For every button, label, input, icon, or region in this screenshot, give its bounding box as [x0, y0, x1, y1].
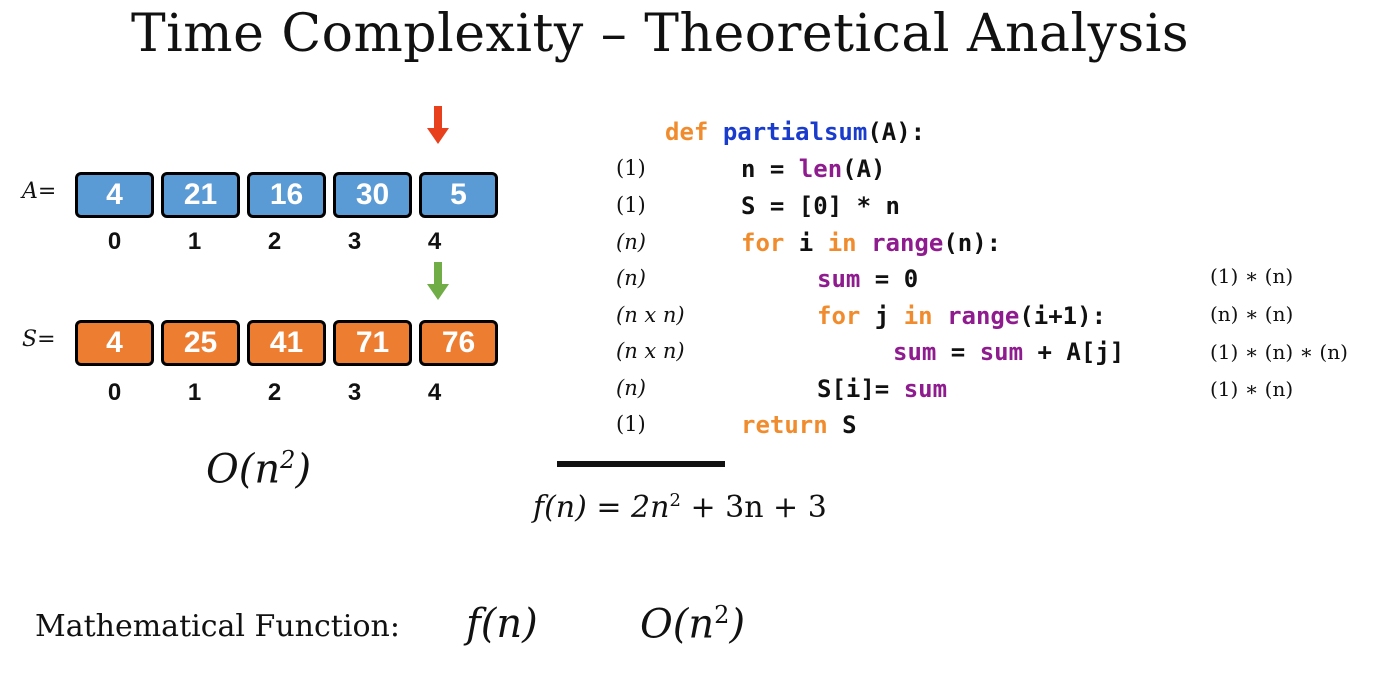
- array-a-cell: 16: [247, 172, 326, 218]
- cost-label: (1): [616, 412, 646, 436]
- green-down-arrow-icon: [427, 262, 449, 302]
- slide-title: Time Complexity – Theoretical Analysis: [130, 4, 1190, 64]
- array-s-cell: 71: [333, 320, 412, 366]
- array-s-cell: 4: [75, 320, 154, 366]
- complexity-formula: $f(n) = 2n^2 + 3n + 3$: [533, 490, 827, 525]
- array-s-indices: [75, 379, 475, 407]
- array-s-index: 0: [107, 379, 122, 406]
- array-a-index: 0: [107, 228, 122, 255]
- array-a-cell: 21: [161, 172, 240, 218]
- array-a-indices: [75, 228, 475, 256]
- array-a-index: 2: [267, 228, 282, 255]
- right-cost-label: (1) ∗ (n) ∗ (n): [1210, 340, 1348, 364]
- array-s-cell: 76: [419, 320, 498, 366]
- array-s-cell: 41: [247, 320, 326, 366]
- right-cost-label: (1) ∗ (n): [1210, 377, 1294, 401]
- array-a-cell: 30: [333, 172, 412, 218]
- array-a-index: 4: [427, 228, 442, 255]
- right-cost-label: (1) ∗ (n): [1210, 264, 1294, 288]
- cost-label: (1): [616, 193, 646, 217]
- cost-label: (n): [616, 230, 646, 254]
- cost-label: (n x n): [616, 339, 685, 363]
- cost-label: (n x n): [616, 303, 685, 327]
- code-line-3: S = [0] * n: [741, 192, 900, 220]
- array-a-index: 1: [187, 228, 202, 255]
- code-line-1: def partialsum(A):: [665, 118, 926, 146]
- cost-label: (1): [616, 156, 646, 180]
- array-s-index: 1: [187, 379, 202, 406]
- sum-divider: [557, 461, 725, 467]
- array-s: [75, 320, 505, 366]
- big-o-left: $O(n^2)$: [206, 446, 312, 493]
- array-a: [75, 172, 505, 218]
- array-s-index: 3: [347, 379, 362, 406]
- math-function-fn: f(n): [466, 601, 538, 647]
- cost-label: (n): [616, 266, 646, 290]
- array-s-label: S=: [22, 327, 56, 352]
- array-a-index: 3: [347, 228, 362, 255]
- code-line-7: sum = sum + A[j]: [893, 338, 1125, 366]
- red-down-arrow-icon: [427, 106, 449, 146]
- code-line-8: S[i]= sum: [817, 375, 948, 403]
- code-line-4: for i in range(n):: [741, 229, 1002, 257]
- code-line-2: n = len(A): [741, 155, 886, 183]
- array-a-cell: 4: [75, 172, 154, 218]
- right-cost-label: (n) ∗ (n): [1210, 302, 1294, 326]
- math-function-big-o: $O(n^2)$: [640, 601, 746, 648]
- math-function-label: Mathematical Function:: [35, 609, 400, 644]
- code-line-5: sum = 0: [817, 265, 919, 293]
- array-a-label: A=: [22, 179, 57, 204]
- array-s-index: 2: [267, 379, 282, 406]
- code-line-6: for j in range(i+1):: [817, 302, 1107, 330]
- array-a-cell: 5: [419, 172, 498, 218]
- code-line-9: return S: [741, 411, 857, 439]
- cost-label: (n): [616, 376, 646, 400]
- array-s-cell: 25: [161, 320, 240, 366]
- array-s-index: 4: [427, 379, 442, 406]
